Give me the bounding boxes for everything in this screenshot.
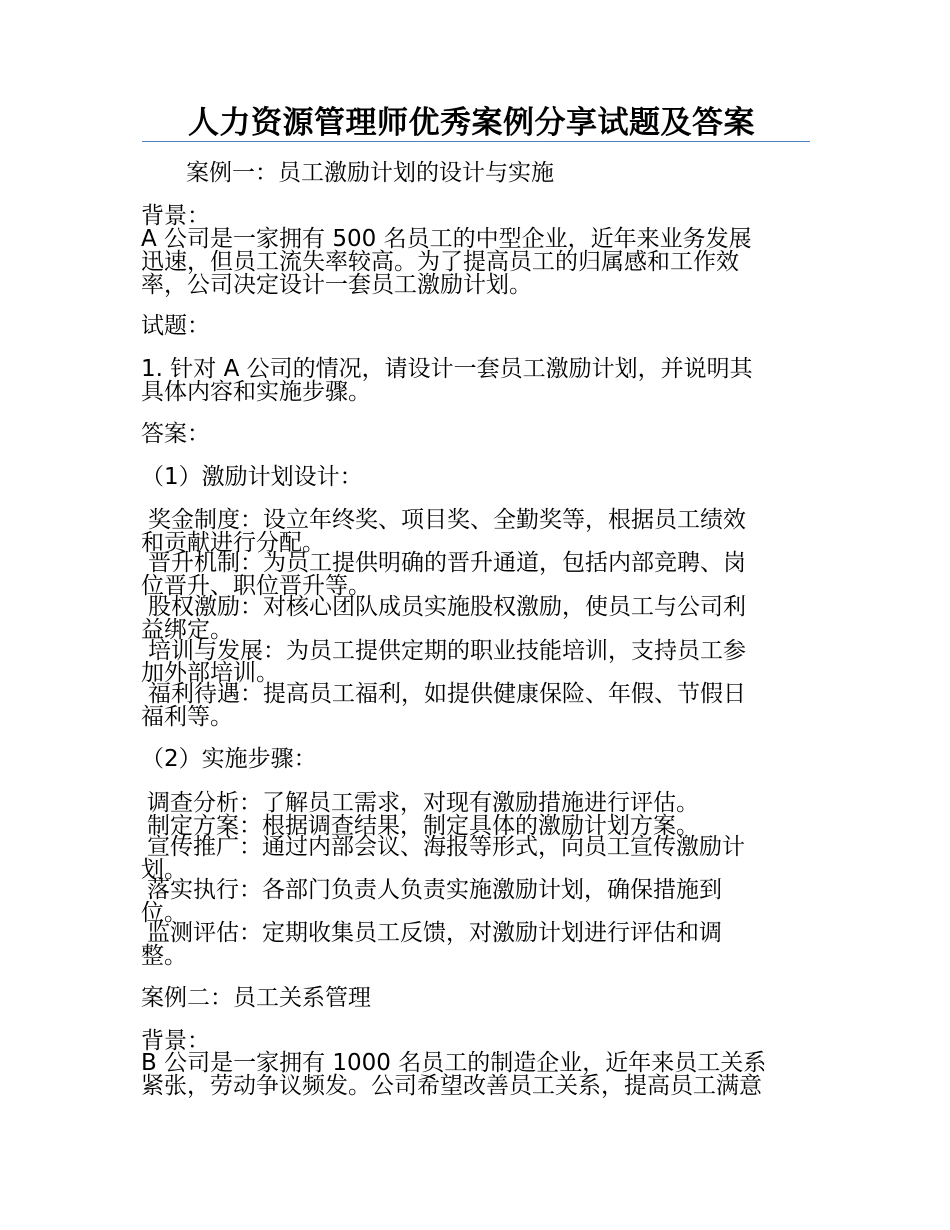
case2-background-label: 背景： (141, 1028, 210, 1054)
case1-part2-line: 落实执行：各部门负责人负责实施激励计划，确保措施到 (147, 877, 722, 903)
case2-background-line: B 公司是一家拥有 1000 名员工的制造企业，近年来员工关系 (141, 1050, 767, 1076)
case1-part2-line: 整。 (141, 943, 187, 969)
case1-part2-line: 制定方案：根据调查结果，制定具体的激励计划方案。 (147, 813, 699, 839)
case1-answer-label: 答案： (141, 421, 210, 447)
document-title: 人力资源管理师优秀案例分享试题及答案 (188, 105, 755, 141)
case1-part1-line: 培训与发展：为员工提供定期的职业技能培训，支持员工参 (148, 638, 746, 664)
case1-part2-line: 监测评估：定期收集员工反馈，对激励计划进行评估和调 (147, 920, 722, 946)
case1-part1-line: 福利待遇：提高员工福利，如提供健康保险、年假、节假日 (148, 681, 746, 707)
case1-part1-line: 晋升机制：为员工提供明确的晋升通道，包括内部竞聘、岗 (148, 550, 746, 576)
case1-heading: 案例一：员工激励计划的设计与实施 (186, 160, 554, 186)
case1-question-line: 1. 针对 A 公司的情况，请设计一套员工激励计划，并说明其 (141, 356, 753, 382)
case1-background-line: A 公司是一家拥有 500 名员工的中型企业，近年来业务发展 (141, 226, 752, 252)
case1-part1-line: 股权激励：对核心团队成员实施股权激励，使员工与公司利 (148, 594, 746, 620)
case1-part1-line: 益绑定。 (141, 617, 233, 643)
case1-background-label: 背景： (141, 203, 210, 229)
case1-question-line: 具体内容和实施步骤。 (141, 379, 371, 405)
case1-part2-line: 调查分析：了解员工需求，对现有激励措施进行评估。 (147, 790, 699, 816)
case2-background-line: 紧张，劳动争议频发。公司希望改善员工关系，提高员工满意 (141, 1073, 762, 1099)
case1-part1-line: 奖金制度：设立年终奖、项目奖、全勤奖等，根据员工绩效 (148, 507, 746, 533)
case1-question-label: 试题： (141, 313, 210, 339)
case1-background-line: 迅速，但员工流失率较高。为了提高员工的归属感和工作效 (141, 249, 739, 275)
case1-part2-line: 宣传推广：通过内部会议、海报等形式，向员工宣传激励计 (147, 834, 745, 860)
case2-heading: 案例二：员工关系管理 (141, 985, 371, 1011)
case1-part1-line: 加外部培训。 (141, 660, 279, 686)
title-underline (142, 141, 810, 142)
case1-part2-heading: （2）实施步骤： (141, 746, 317, 772)
case1-part1-heading: （1）激励计划设计： (141, 464, 363, 490)
case1-part1-line: 位晋升、职位晋升等。 (141, 573, 371, 599)
case1-part2-line: 划。 (141, 857, 187, 883)
case1-part1-line: 和贡献进行分配。 (141, 530, 325, 556)
case1-part2-line: 位。 (141, 900, 187, 926)
case1-background-line: 率，公司决定设计一套员工激励计划。 (141, 272, 532, 298)
case1-part1-line: 福利等。 (141, 704, 233, 730)
